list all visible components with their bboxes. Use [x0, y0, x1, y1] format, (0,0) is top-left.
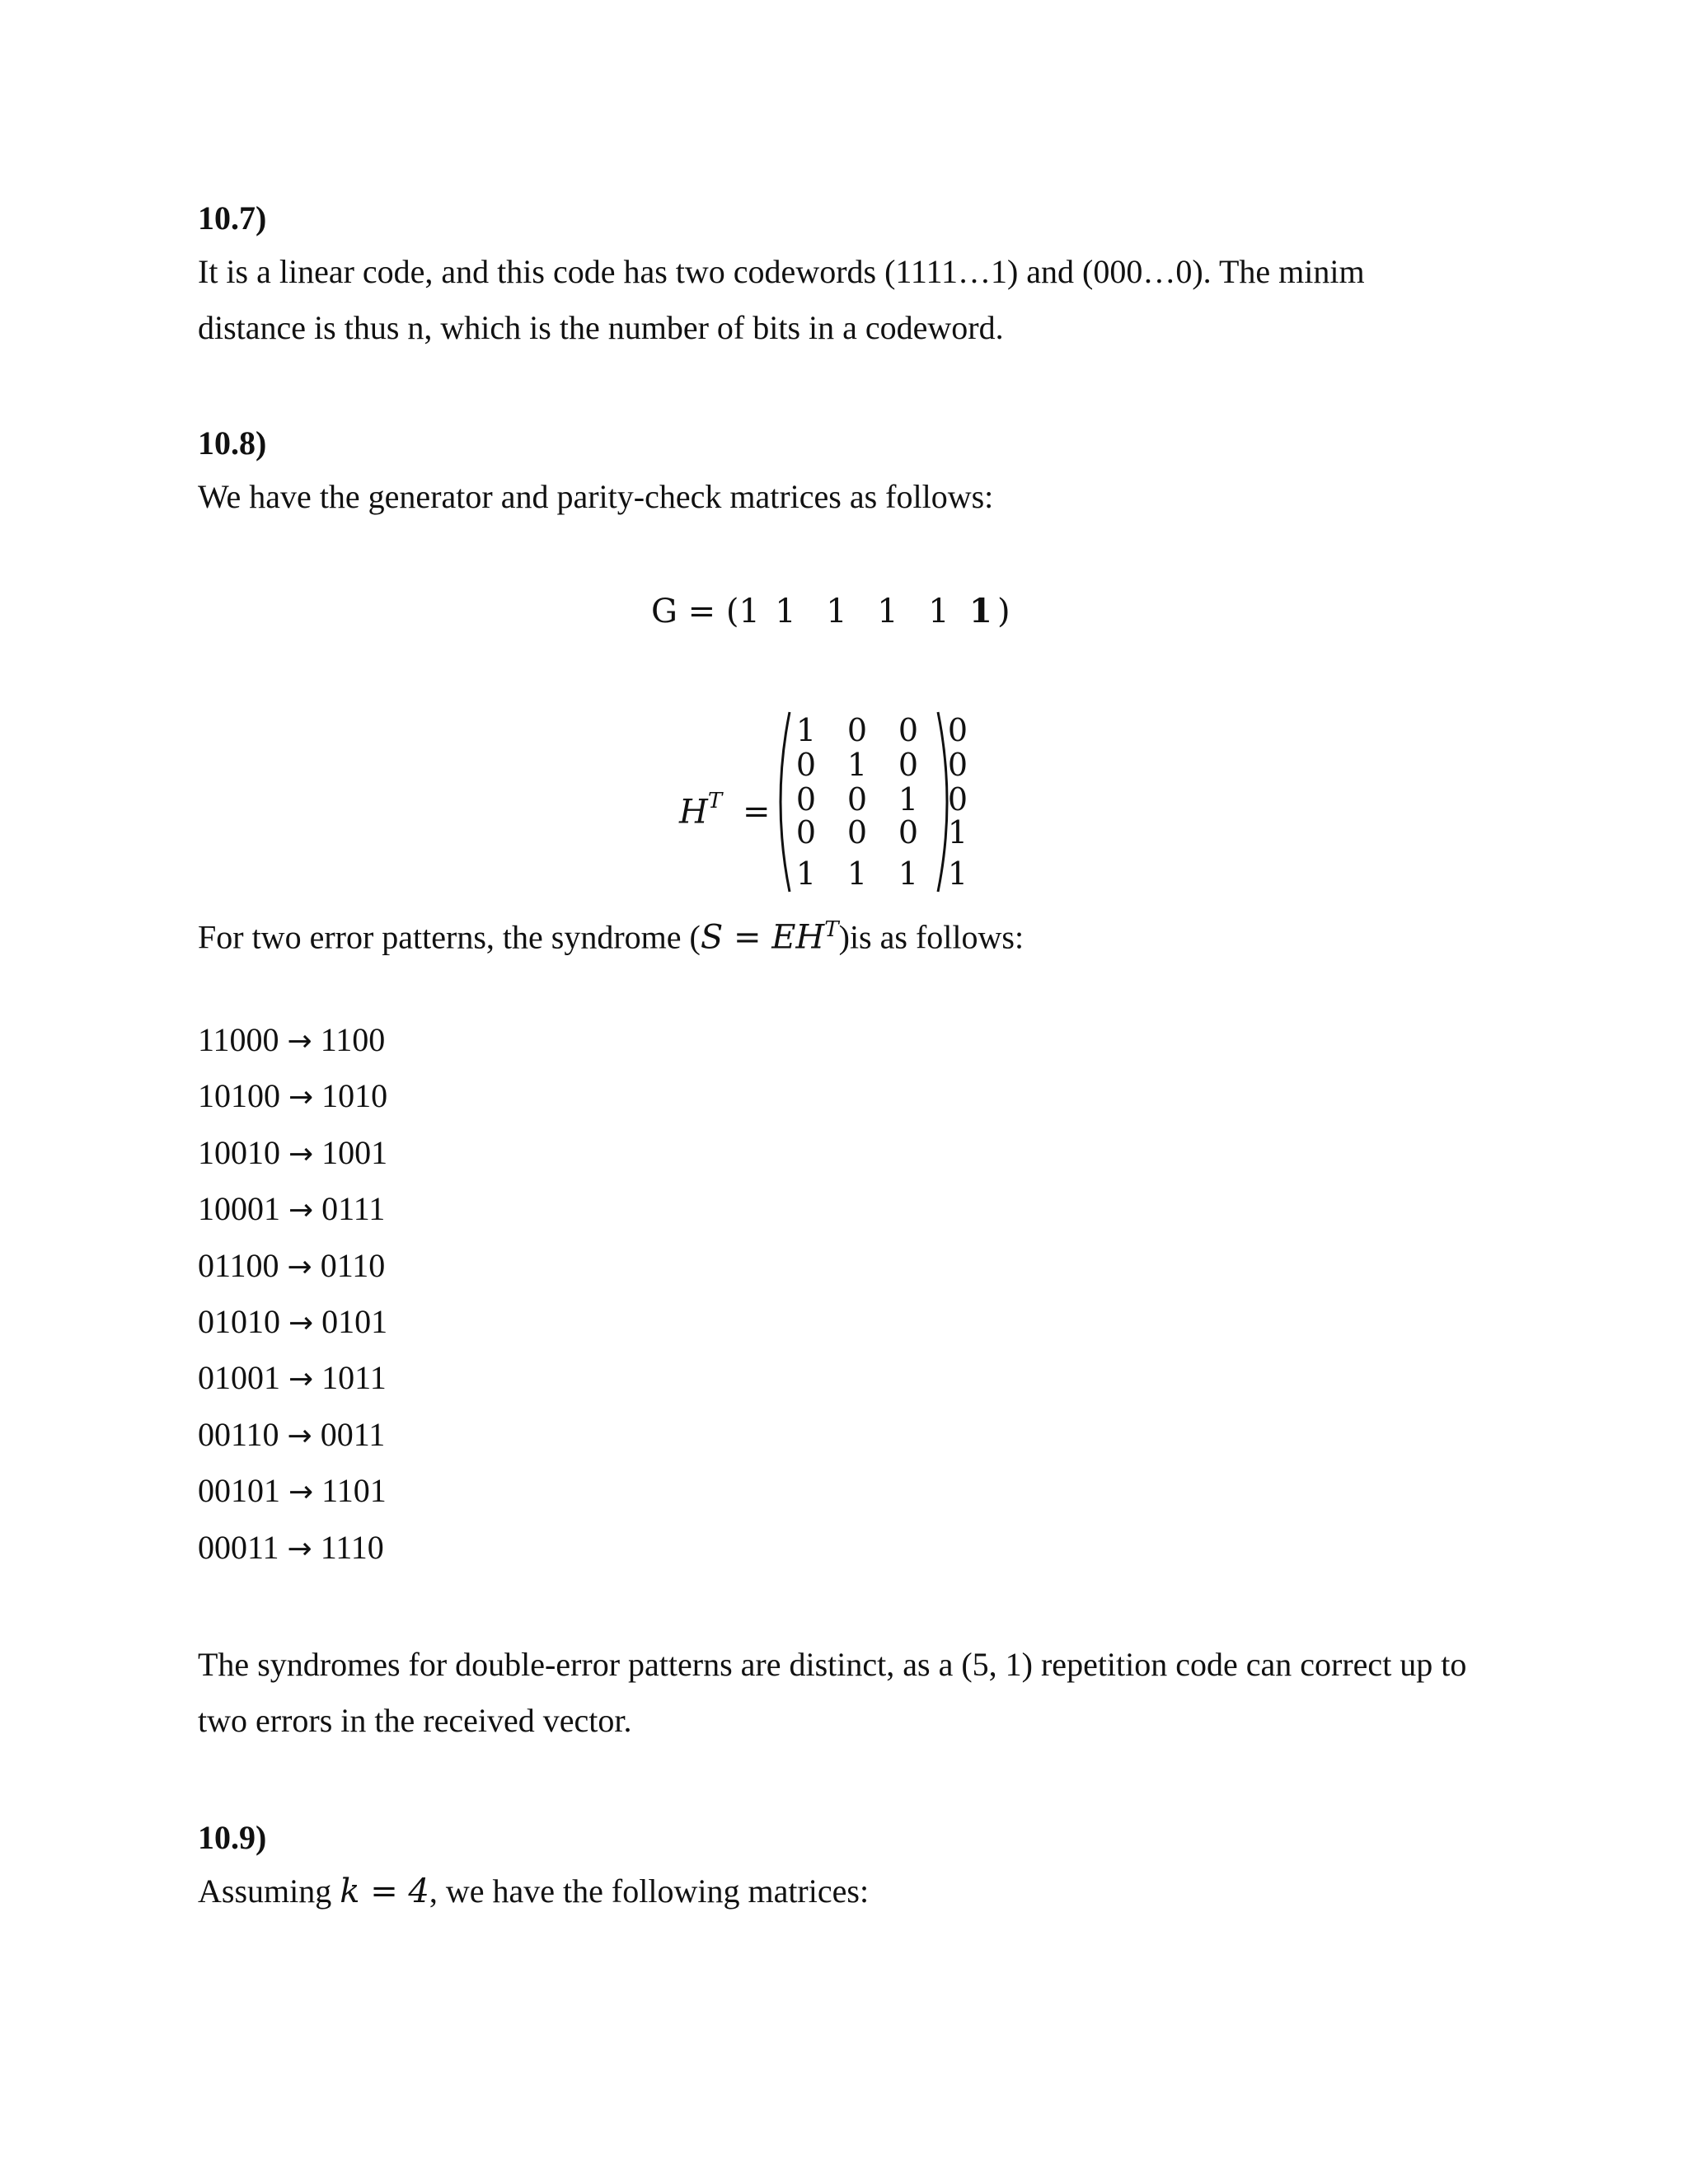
paragraph-10-9-intro-math: k = 4 — [340, 1872, 429, 1910]
error-pattern: 01100 — [198, 1247, 279, 1284]
matrix-cell: 0 — [947, 747, 968, 783]
matrix-cell: 1 — [947, 814, 968, 851]
generator-matrix-close: ) — [996, 593, 1010, 630]
generator-matrix-entry: 1 — [826, 593, 847, 630]
paragraph-10-7-line-1: It is a linear code, and this code has two codewords (1111…1) and (000…0). The minim — [198, 253, 1365, 290]
syndrome-value: 1100 — [320, 1021, 386, 1058]
arrow-right-icon: → — [288, 1080, 314, 1114]
generator-matrix-lhs: G = (1 — [651, 593, 760, 630]
matrix-cell: 1 — [795, 712, 817, 748]
arrow-right-icon: → — [288, 1193, 314, 1227]
arrow-right-icon: → — [288, 1137, 314, 1171]
matrix-cell: 1 — [898, 855, 919, 892]
syndrome-intro-math: S = EH — [700, 918, 825, 957]
arrow-right-icon: → — [287, 1532, 312, 1566]
syndrome-row — [198, 1134, 388, 1171]
generator-matrix-entry: 1 — [775, 593, 796, 630]
syndrome-value: 1101 — [321, 1472, 387, 1509]
syndrome-row — [198, 1418, 385, 1453]
generator-matrix-entry: 1 — [928, 593, 950, 630]
syndrome-intro-pre: For two error patterns, the syndrome ( — [198, 918, 701, 956]
syndrome-row — [198, 1021, 386, 1058]
error-pattern: 10010 — [198, 1134, 280, 1171]
syndrome-row — [198, 1361, 387, 1396]
error-pattern: 10001 — [198, 1190, 280, 1227]
syndrome-value: 1010 — [321, 1077, 388, 1114]
syndrome-value: 0111 — [321, 1190, 386, 1227]
arrow-right-icon: → — [287, 1419, 312, 1453]
syndrome-row — [198, 1305, 387, 1340]
arrow-right-icon: → — [288, 1475, 314, 1509]
paragraph-10-9-intro-post: , we have the following matrices: — [429, 1872, 870, 1910]
paragraph-10-8-intro: We have the generator and parity-check matrices as follows: — [198, 478, 994, 515]
syndrome-row — [198, 1077, 388, 1114]
syndrome-value: 0110 — [320, 1247, 386, 1284]
matrix-cell: 0 — [898, 712, 919, 748]
syndrome-value: 1011 — [321, 1359, 387, 1396]
parity-check-matrix-symbol: H — [679, 793, 708, 832]
syndrome-row — [198, 1190, 386, 1227]
parity-check-matrix-equals: = — [742, 793, 771, 832]
matrix-cell: 0 — [947, 781, 968, 818]
arrow-right-icon: → — [288, 1306, 314, 1340]
syndrome-value: 0011 — [320, 1416, 386, 1453]
matrix-cell: 0 — [846, 781, 868, 818]
matrix-cell: 1 — [898, 781, 919, 818]
error-pattern: 10100 — [198, 1077, 280, 1114]
syndrome-intro-superscript: T — [824, 917, 839, 942]
conclusion-line-1: The syndromes for double-error patterns are distinct, as a (5, 1) repetition code can correct up to — [198, 1646, 1467, 1683]
matrix-cell: 0 — [795, 747, 817, 783]
syndrome-row — [198, 1249, 385, 1284]
arrow-right-icon: → — [288, 1362, 314, 1396]
matrix-cell: 0 — [795, 781, 817, 818]
error-pattern: 00101 — [198, 1472, 280, 1509]
matrix-cell: 0 — [898, 747, 919, 783]
error-pattern: 11000 — [198, 1021, 279, 1058]
syndrome-value: 1001 — [321, 1134, 388, 1171]
section-heading-10-8: 10.8) — [198, 424, 267, 462]
section-heading-10-9: 10.9) — [198, 1819, 267, 1856]
matrix-cell: 1 — [795, 855, 817, 892]
syndrome-intro-post: )is as follows: — [838, 918, 1025, 956]
error-pattern: 01001 — [198, 1359, 280, 1396]
paragraph-10-9-intro — [198, 1872, 870, 1910]
paragraph-10-7-line-2: distance is thus n, which is the number of bits in a codeword. — [198, 309, 1004, 346]
matrix-cell: 0 — [846, 814, 868, 851]
arrow-right-icon: → — [287, 1250, 312, 1284]
parity-check-matrix-label — [679, 788, 771, 832]
error-pattern: 00011 — [198, 1529, 279, 1566]
matrix-cell: 0 — [947, 712, 968, 748]
matrix-cell: 1 — [846, 855, 868, 892]
generator-matrix-equation — [651, 593, 1010, 630]
generator-matrix-entry: 1 — [969, 592, 992, 630]
matrix-cell: 0 — [846, 712, 868, 748]
syndrome-value: 0101 — [321, 1303, 388, 1340]
generator-matrix-entries — [760, 593, 997, 630]
arrow-right-icon: → — [287, 1024, 312, 1058]
error-pattern: 01010 — [198, 1303, 280, 1340]
conclusion-line-2: two errors in the received vector. — [198, 1702, 632, 1739]
right-parenthesis — [933, 709, 958, 895]
matrix-cell: 1 — [947, 855, 968, 892]
matrix-cell: 1 — [846, 747, 868, 783]
matrix-cell: 0 — [795, 814, 817, 851]
syndrome-row — [198, 1531, 384, 1566]
syndrome-intro — [198, 913, 1025, 957]
generator-matrix-entry: 1 — [877, 593, 898, 630]
syndrome-row — [198, 1474, 387, 1509]
section-heading-10-7: 10.7) — [198, 199, 267, 237]
parity-check-matrix-superscript: T — [707, 789, 723, 813]
syndrome-value: 1110 — [320, 1529, 384, 1566]
error-pattern: 00110 — [198, 1416, 279, 1453]
parity-check-matrix-body — [770, 709, 968, 895]
paragraph-10-9-intro-pre: Assuming — [198, 1872, 340, 1910]
matrix-cell: 0 — [898, 814, 919, 851]
